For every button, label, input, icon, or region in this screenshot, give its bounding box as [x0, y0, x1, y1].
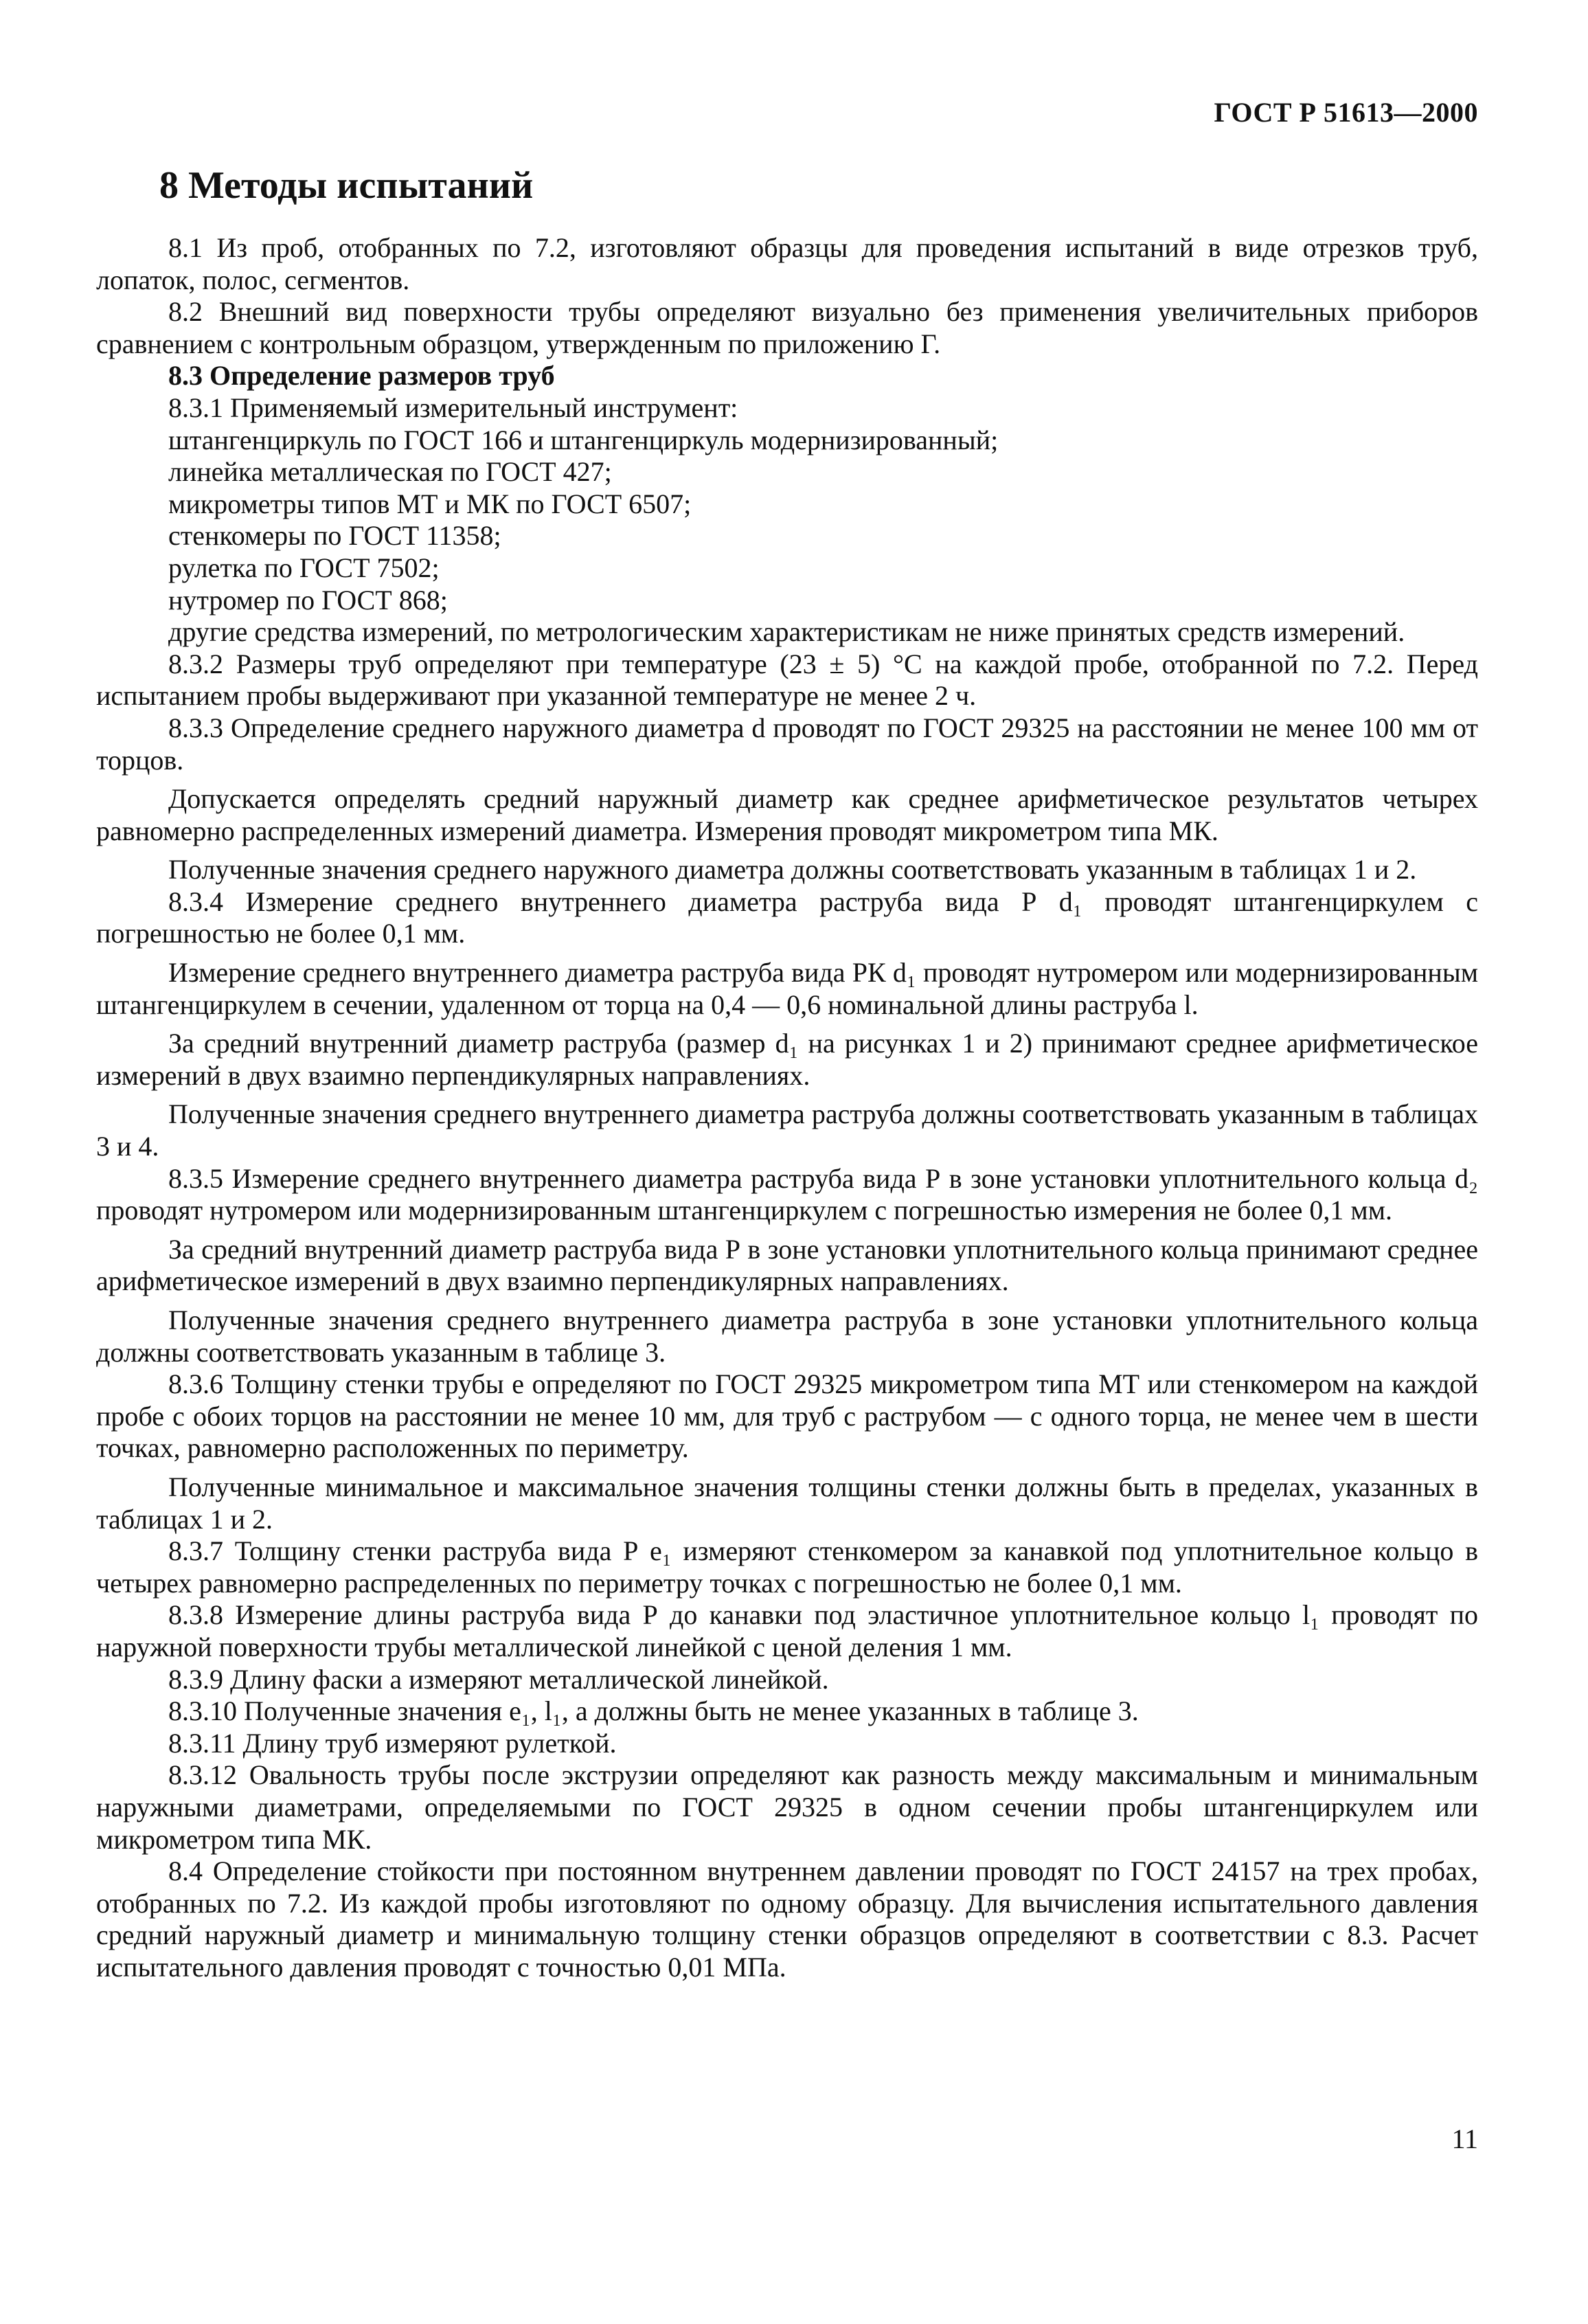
paragraph: 8.3 Определение размеров труб: [168, 360, 555, 392]
paragraph: 8.4 Определение стойкости при постоянном внутреннем давлении проводят по ГОСТ 24157 на трех пробах, отобранных по 7.2. Из каждой пробы изготовляют по одному образцу. Для вычисления испытательного давления средний наружный диаметр и минимальную толщину стенки образцов определяют в соответствии с 8.3. Расчет испытательного давления проводят с точностью 0,01 МПа.: [96, 1855, 1478, 1983]
paragraph: стенкомеры по ГОСТ 11358;: [168, 520, 501, 552]
paragraph: 8.3.7 Толщину стенки раструба вида Р e₁ измеряют стенкомером за канавкой под уплотнительное кольцо в четырех равномерно распределенных по периметру точках с погрешностью не более 0,1 мм.: [96, 1535, 1478, 1599]
paragraph: 8.3.6 Толщину стенки трубы e определяют по ГОСТ 29325 микрометром типа МТ или стенкомером на каждой пробе с обоих торцов на расстоянии не менее 10 мм, для труб с раструбом — с одного торца, не менее чем в шести точках, равномерно расположенных по периметру.: [96, 1368, 1478, 1464]
paragraph: 8.3.12 Овальность трубы после экструзии определяют как разность между максимальным и минимальным наружными диаметрами, определяемыми по ГОСТ 29325 в одном сечении пробы штангенциркулем или микрометром типа МК.: [96, 1759, 1478, 1855]
section-title: 8 Методы испытаний: [159, 164, 534, 207]
paragraph: 8.1 Из проб, отобранных по 7.2, изготовляют образцы для проведения испытаний в виде отрезков труб, лопаток, полос, сегментов.: [96, 232, 1478, 295]
paragraph: другие средства измерений, по метрологическим характеристикам не ниже принятых средств измерений.: [168, 616, 1405, 648]
paragraph: 8.3.10 Полученные значения e₁, l₁, a должны быть не менее указанных в таблице 3.: [168, 1695, 1139, 1727]
paragraph: микрометры типов МТ и МК по ГОСТ 6507;: [168, 488, 692, 519]
document-body: [96, 232, 1478, 1983]
paragraph: Полученные значения среднего внутреннего диаметра раструба должны соответствовать указанным в таблицах 3 и 4.: [96, 1098, 1478, 1162]
paragraph: 8.3.8 Измерение длины раструба вида Р до канавки под эластичное уплотнительное кольцо l₁ проводят по наружной поверхности трубы металлической линейкой с ценой деления 1 мм.: [96, 1599, 1478, 1662]
paragraph: 8.3.5 Измерение среднего внутреннего диаметра раструба вида Р в зоне установки уплотнительного кольца d₂ проводят нутромером или модернизированным штангенциркулем с погрешностью измерения не более 0,1 мм.: [96, 1162, 1478, 1226]
paragraph: 8.3.4 Измерение среднего внутреннего диаметра раструба вида Р d₁ проводят штангенциркулем с погрешностью не более 0,1 мм.: [96, 885, 1478, 949]
paragraph: 8.3.1 Применяемый измерительный инструмент:: [168, 392, 738, 423]
paragraph: Полученные значения среднего внутреннего диаметра раструба в зоне установки уплотнительного кольца должны соответствовать указанным в таблице 3.: [96, 1305, 1478, 1368]
standard-code-header: ГОСТ Р 51613—2000: [1214, 97, 1478, 128]
paragraph: За средний внутренний диаметр раструба вида Р в зоне установки уплотнительного кольца принимают среднее арифметическое измерений в двух взаимно перпендикулярных направлениях.: [96, 1233, 1478, 1297]
paragraph: Полученные значения среднего наружного диаметра должны соответствовать указанным в таблицах 1 и 2.: [168, 854, 1417, 885]
paragraph: 8.3.2 Размеры труб определяют при температуре (23 ± 5) °С на каждой пробе, отобранной по 7.2. Перед испытанием пробы выдерживают при указанной температуре не менее 2 ч.: [96, 648, 1478, 712]
paragraph: нутромер по ГОСТ 868;: [168, 584, 448, 616]
paragraph: Допускается определять средний наружный диаметр как среднее арифметическое результатов четырех равномерно распределенных измерений диаметра. Измерения проводят микрометром типа МК.: [96, 783, 1478, 846]
paragraph: рулетка по ГОСТ 7502;: [168, 552, 440, 583]
paragraph: линейка металлическая по ГОСТ 427;: [168, 456, 612, 488]
paragraph: 8.3.3 Определение среднего наружного диаметра d проводят по ГОСТ 29325 на расстоянии не менее 100 мм от торцов.: [96, 712, 1478, 776]
paragraph: За средний внутренний диаметр раструба (размер d₁ на рисунках 1 и 2) принимают среднее арифметическое измерений в двух взаимно перпендикулярных направлениях.: [96, 1028, 1478, 1091]
paragraph: 8.2 Внешний вид поверхности трубы определяют визуально без применения увеличительных приборов сравнением с контрольным образцом, утвержденным по приложению Г.: [96, 296, 1478, 359]
paragraph: штангенциркуль по ГОСТ 166 и штангенциркуль модернизированный;: [168, 424, 999, 455]
page-number: 11: [1451, 2123, 1478, 2154]
paragraph: 8.3.11 Длину труб измеряют рулеткой.: [168, 1727, 617, 1759]
paragraph: 8.3.9 Длину фаски a измеряют металлической линейкой.: [168, 1663, 829, 1695]
paragraph: Полученные минимальное и максимальное значения толщины стенки должны быть в пределах, указанных в таблицах 1 и 2.: [96, 1471, 1478, 1535]
paragraph: Измерение среднего внутреннего диаметра раструба вида РК d₁ проводят нутромером или модернизированным штангенциркулем в сечении, удаленном от торца на 0,4 — 0,6 номинальной длины раструба l.: [96, 957, 1478, 1020]
